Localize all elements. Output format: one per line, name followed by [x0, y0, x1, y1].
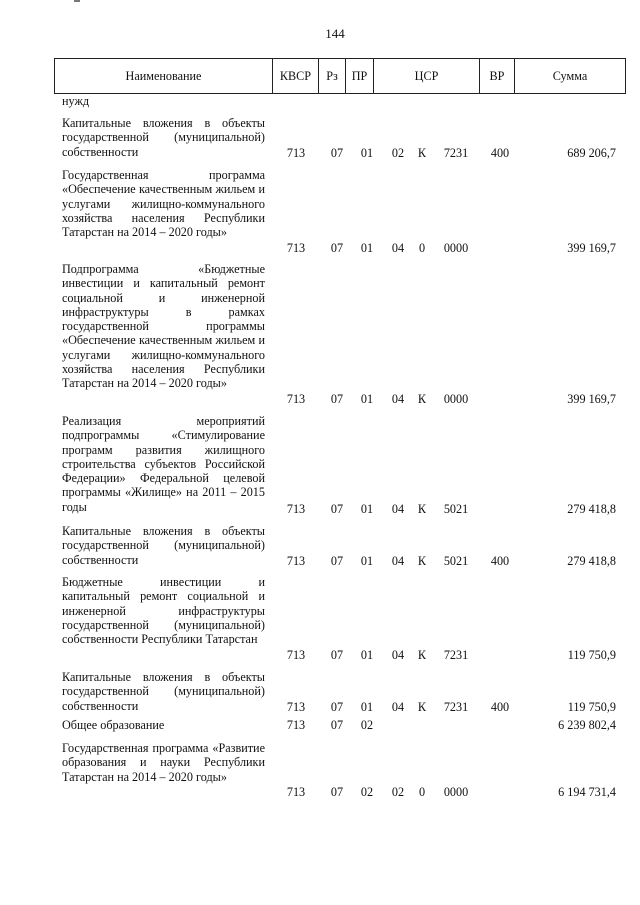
- table-row: [0, 414, 640, 516]
- row-name: Реализация мероприятий подпрограммы «Стимулирование программ развития жилищного строительства субъектов Российской Федерации» Федеральной целевой программы «Жилище» на 2011 – 2015 годы: [62, 414, 265, 514]
- row-sum: 119 750,9: [567, 700, 616, 714]
- row-kvsr: 713: [286, 502, 306, 516]
- row-csr-program: 04: [391, 392, 405, 406]
- table-row: [0, 116, 640, 160]
- row-csr-subprogram: 0: [418, 241, 426, 255]
- row-csr-program: 04: [391, 502, 405, 516]
- row-csr-code: 0000: [443, 785, 469, 799]
- row-pr: 02: [360, 718, 374, 732]
- row-vr: 400: [490, 146, 510, 160]
- row-pr: 02: [360, 785, 374, 799]
- row-sum: 279 418,8: [567, 502, 616, 516]
- row-csr-subprogram: К: [417, 648, 427, 662]
- table-row: [0, 262, 640, 406]
- row-vr: 400: [490, 554, 510, 568]
- row-sum: 119 750,9: [567, 648, 616, 662]
- row-rz: 07: [330, 554, 344, 568]
- row-csr-subprogram: К: [417, 392, 427, 406]
- table-row: [0, 524, 640, 568]
- row-rz: 07: [330, 241, 344, 255]
- row-csr-program: 04: [391, 648, 405, 662]
- header-rz: Рз: [319, 59, 346, 94]
- row-sum: 689 206,7: [567, 146, 616, 160]
- table-header: [54, 58, 626, 94]
- header-csr: ЦСР: [374, 59, 480, 94]
- row-pr: 01: [360, 700, 374, 714]
- row-kvsr: 713: [286, 554, 306, 568]
- header-kvsr: КВСР: [273, 59, 319, 94]
- row-sum: 279 418,8: [567, 554, 616, 568]
- row-csr-subprogram: К: [417, 700, 427, 714]
- row-kvsr: 713: [286, 700, 306, 714]
- row-rz: 07: [330, 785, 344, 799]
- row-csr-code: 5021: [443, 502, 469, 516]
- header-name: Наименование: [55, 59, 273, 94]
- row-csr-program: 04: [391, 700, 405, 714]
- row-csr-code: 5021: [443, 554, 469, 568]
- row-kvsr: 713: [286, 718, 306, 732]
- header-pr: ПР: [346, 59, 374, 94]
- row-name: Капитальные вложения в объекты государственной (муниципальной) собственности: [62, 116, 265, 159]
- row-name: Общее образование: [62, 718, 165, 732]
- table-row: [0, 168, 640, 255]
- row-csr-code: 7231: [443, 648, 469, 662]
- row-vr: 400: [490, 700, 510, 714]
- row-rz: 07: [330, 700, 344, 714]
- table-row: [0, 575, 640, 662]
- row-sum: 399 169,7: [567, 392, 616, 406]
- table-row: [0, 741, 640, 799]
- row-rz: 07: [330, 146, 344, 160]
- row-csr-code: 7231: [443, 146, 469, 160]
- continued-text: нужд: [62, 94, 90, 108]
- row-rz: 07: [330, 392, 344, 406]
- row-pr: 01: [360, 502, 374, 516]
- row-csr-code: 0000: [443, 392, 469, 406]
- row-sum: 6 239 802,4: [558, 718, 616, 732]
- row-csr-program: 02: [391, 785, 405, 799]
- table-row: [0, 718, 640, 732]
- row-pr: 01: [360, 554, 374, 568]
- header-sum: Сумма: [515, 59, 626, 94]
- page-number: 144: [325, 26, 345, 41]
- row-csr-subprogram: 0: [418, 785, 426, 799]
- row-kvsr: 713: [286, 648, 306, 662]
- row-sum: 399 169,7: [567, 241, 616, 255]
- row-kvsr: 713: [286, 392, 306, 406]
- table-row: [0, 670, 640, 714]
- row-csr-code: 7231: [443, 700, 469, 714]
- row-kvsr: 713: [286, 241, 306, 255]
- row-pr: 01: [360, 241, 374, 255]
- row-csr-program: 04: [391, 241, 405, 255]
- row-name: Государственная программа «Обеспечение качественным жильем и услугами жилищно-коммунального хозяйства населения Республики Татарстан на 2014 – 2020 годы»: [62, 168, 265, 240]
- header-vr: ВР: [480, 59, 515, 94]
- row-csr-program: 04: [391, 554, 405, 568]
- row-csr-subprogram: К: [417, 554, 427, 568]
- row-kvsr: 713: [286, 785, 306, 799]
- row-name: Капитальные вложения в объекты государственной (муниципальной) собственности: [62, 670, 265, 713]
- row-rz: 07: [330, 648, 344, 662]
- row-pr: 01: [360, 146, 374, 160]
- row-sum: 6 194 731,4: [558, 785, 616, 799]
- row-pr: 01: [360, 648, 374, 662]
- scan-artifact: [74, 0, 80, 2]
- row-name: Подпрограмма «Бюджетные инвестиции и капитальный ремонт социальной и инженерной инфраструктуры в рамках государственной программы «Обеспечение качественным жильем и услугами жилищно-коммунального хозяйства населения Республики Татарстан на 2014 – 2020 годы»: [62, 262, 265, 391]
- row-csr-subprogram: К: [417, 146, 427, 160]
- row-csr-subprogram: К: [417, 502, 427, 516]
- row-name: Бюджетные инвестиции и капитальный ремонт социальной и инженерной инфраструктуры государственной (муниципальной) собственности Республики Татарстан: [62, 575, 265, 647]
- row-csr-code: 0000: [443, 241, 469, 255]
- row-pr: 01: [360, 392, 374, 406]
- row-rz: 07: [330, 502, 344, 516]
- row-kvsr: 713: [286, 146, 306, 160]
- row-csr-program: 02: [391, 146, 405, 160]
- row-name: Государственная программа «Развитие образования и науки Республики Татарстан на 2014 – 2020 годы»: [62, 741, 265, 784]
- row-name: Капитальные вложения в объекты государственной (муниципальной) собственности: [62, 524, 265, 567]
- row-rz: 07: [330, 718, 344, 732]
